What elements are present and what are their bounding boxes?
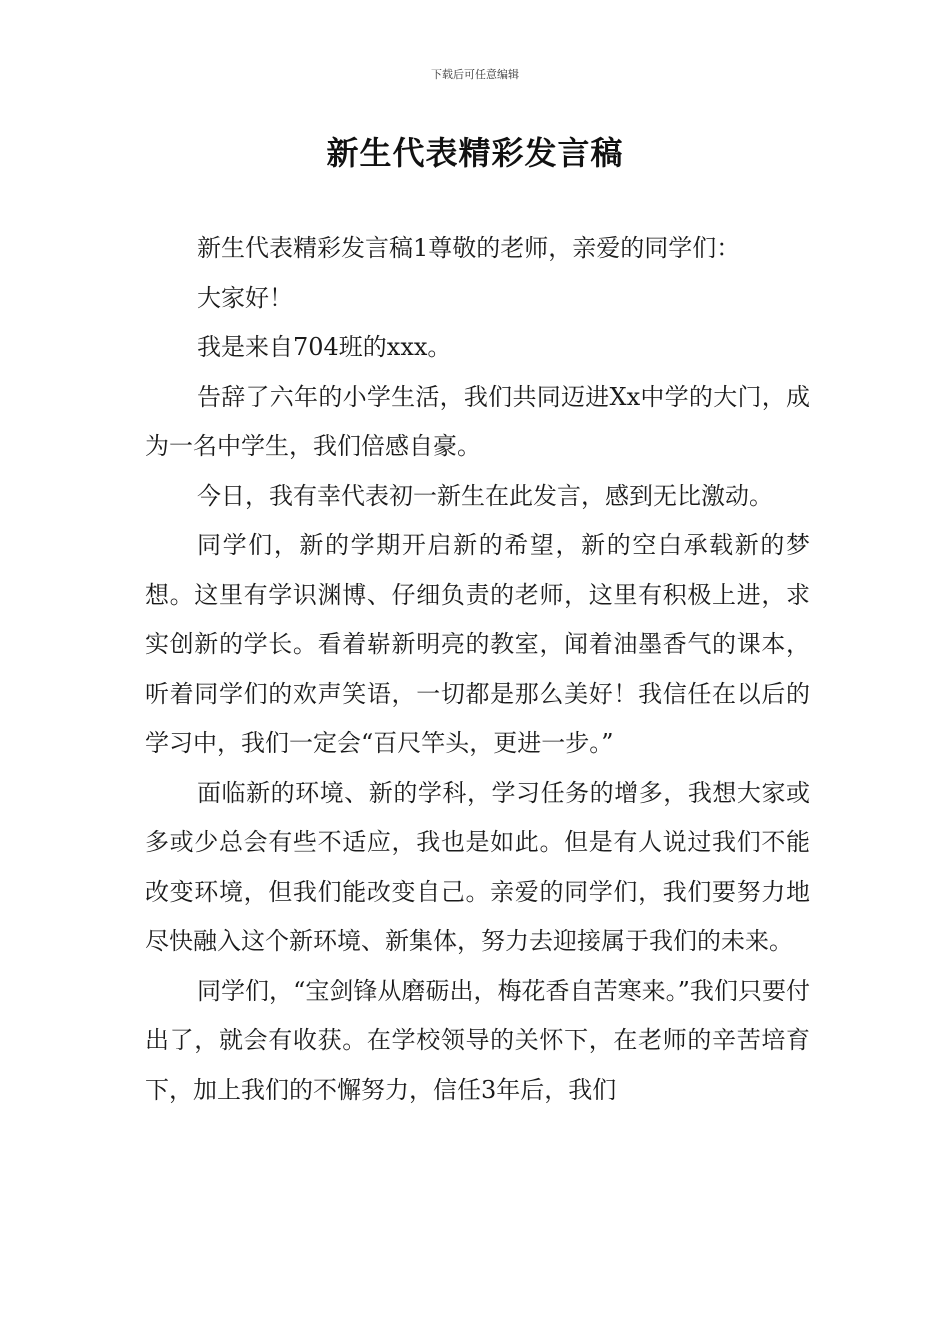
document-body: [145, 224, 810, 1115]
document-title: 新生代表精彩发言稿: [326, 134, 624, 172]
paragraph-greeting: 新生代表精彩发言稿1尊敬的老师，亲爱的同学们：: [197, 234, 741, 262]
header-note: 下载后可任意编辑: [431, 68, 519, 81]
paragraph-effort: 同学们，“宝剑锋从磨砺出，梅花香自苦寒来。”我们只要付出了，就会有收获。在学校领导的关怀下，在老师的辛苦培育下，加上我们的不懈努力，信任3年后，我们: [145, 976, 810, 1104]
paragraph-hello: 大家好！: [197, 283, 293, 312]
paragraph-intro: 我是来自704班的xxx。: [197, 333, 452, 361]
paragraph-honor: 今日，我有幸代表初一新生在此发言，感到无比激动。: [197, 481, 773, 510]
paragraph-new-environment: 面临新的环境、新的学科，学习任务的增多，我想大家或多或少总会有些不适应，我也是如此。但是有人说过我们不能改变环境，但我们能改变自己。亲爱的同学们，我们要努力地尽快融入这个新环境、新集体，努力去迎接属于我们的未来。: [145, 778, 810, 955]
paragraph-new-semester: 同学们，新的学期开启新的希望，新的空白承载新的梦想。这里有学识渊博、仔细负责的老师，这里有积极上进，求实创新的学长。看着崭新明亮的教室，闻着油墨香气的课本，听着同学们的欢声笑语，一切都是那么美好！我信任在以后的学习中，我们一定会“百尺竿头，更进一步。”: [145, 531, 810, 757]
paragraph-farewell: 告辞了六年的小学生活，我们共同迈进Xx中学的大门，成为一名中学生，我们倍感自豪。: [145, 382, 810, 460]
